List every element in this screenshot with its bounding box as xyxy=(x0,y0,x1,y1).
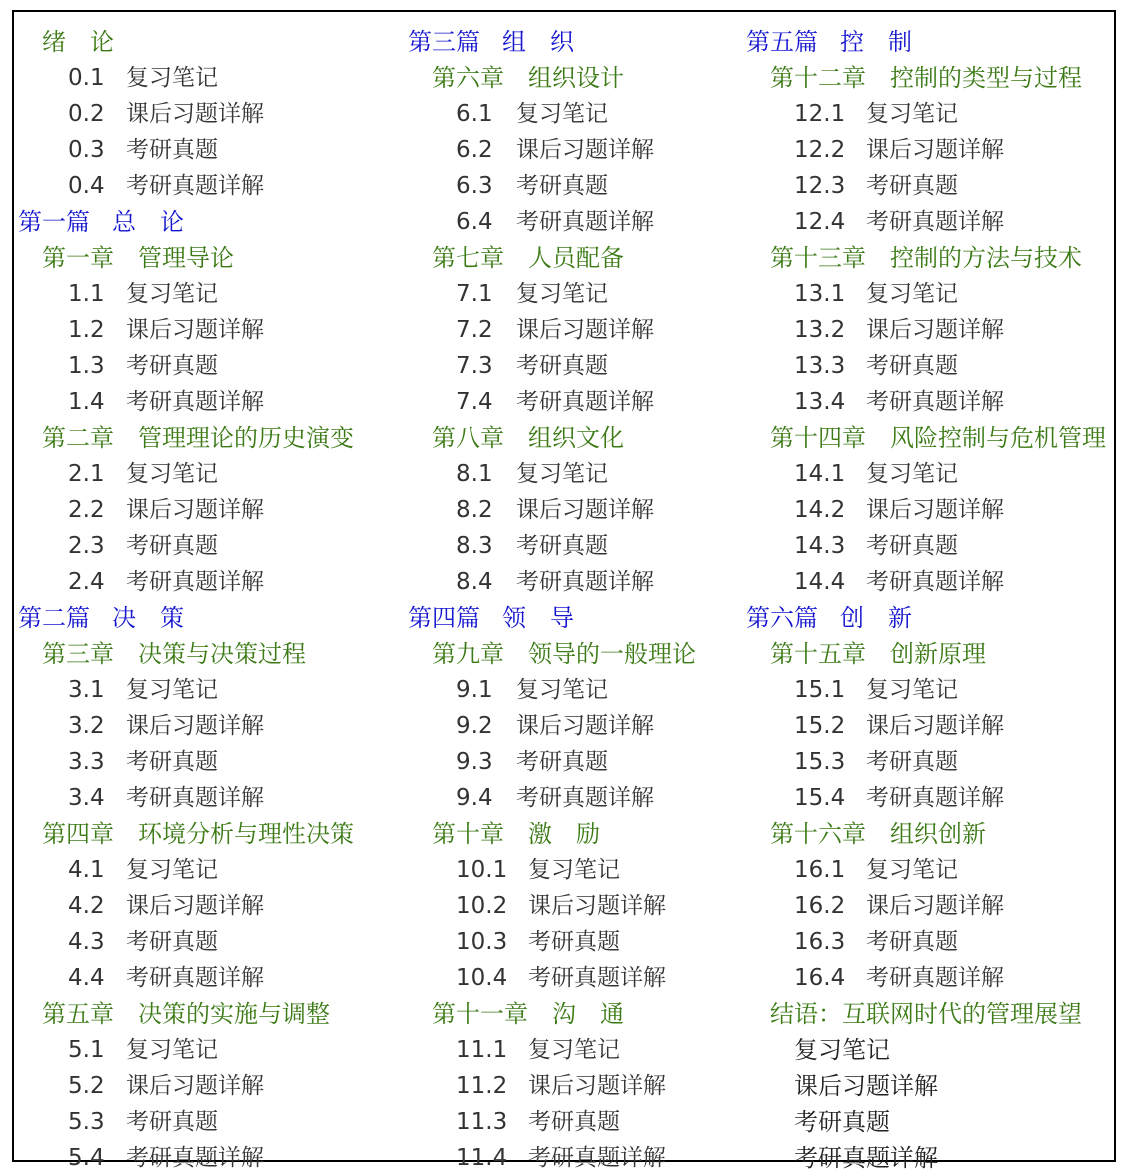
section-link[interactable] xyxy=(794,1140,938,1176)
section-link[interactable] xyxy=(456,1068,666,1104)
part-title-char: 控 xyxy=(840,28,864,56)
section-number: 3.3 xyxy=(68,749,105,775)
part-label: 第六篇 xyxy=(746,604,818,632)
chapter-label: 第七章 xyxy=(432,244,504,272)
section-link[interactable] xyxy=(456,492,654,528)
chapter-label: 第六章 xyxy=(432,64,504,92)
section-link[interactable] xyxy=(794,384,1004,420)
section-link[interactable] xyxy=(794,168,958,204)
section-title: 课后习题详解 xyxy=(126,497,264,523)
part-heading[interactable] xyxy=(18,204,184,240)
section-link[interactable] xyxy=(456,780,654,816)
section-title: 考研真题 xyxy=(866,173,958,199)
section-link[interactable] xyxy=(68,348,218,384)
section-link[interactable] xyxy=(456,96,608,132)
section-number: 10.3 xyxy=(456,929,508,955)
part-heading[interactable] xyxy=(746,600,912,636)
chapter-heading[interactable] xyxy=(432,636,696,672)
section-title: 考研真题详解 xyxy=(516,569,654,595)
part-title-char: 织 xyxy=(550,28,574,56)
part-label: 第四篇 xyxy=(408,604,480,632)
chapter-title: 领导的一般理论 xyxy=(528,640,696,668)
section-link[interactable] xyxy=(68,384,264,420)
section-title: 课后习题详解 xyxy=(866,713,1004,739)
chapter-title-char: 激 xyxy=(528,820,552,848)
section-title: 复习笔记 xyxy=(528,1037,620,1063)
section-link[interactable] xyxy=(68,564,264,600)
section-number: 0.1 xyxy=(68,65,105,91)
section-title: 考研真题 xyxy=(866,749,958,775)
section-link[interactable] xyxy=(456,528,608,564)
chapter-label: 第十一章 xyxy=(432,1000,528,1028)
section-title: 考研真题 xyxy=(866,533,958,559)
section-link[interactable] xyxy=(794,276,958,312)
chapter-heading[interactable] xyxy=(42,240,234,276)
intro-title-char: 论 xyxy=(90,28,114,56)
section-title: 考研真题 xyxy=(126,353,218,379)
section-title: 课后习题详解 xyxy=(126,893,264,919)
section-title: 考研真题详解 xyxy=(866,965,1004,991)
section-number: 14.3 xyxy=(794,533,846,559)
section-link[interactable] xyxy=(794,780,1004,816)
chapter-heading[interactable] xyxy=(42,420,354,456)
chapter-title: 创新原理 xyxy=(890,640,986,668)
section-number: 11.2 xyxy=(456,1073,508,1099)
section-number: 1.1 xyxy=(68,281,105,307)
section-number: 12.1 xyxy=(794,101,846,127)
section-number: 12.3 xyxy=(794,173,846,199)
section-title: 考研真题详解 xyxy=(866,785,1004,811)
section-number: 3.4 xyxy=(68,785,105,811)
section-link[interactable] xyxy=(68,96,264,132)
section-number: 12.2 xyxy=(794,137,846,163)
section-number: 2.4 xyxy=(68,569,105,595)
section-link[interactable] xyxy=(456,348,608,384)
section-link[interactable] xyxy=(794,528,958,564)
section-number: 6.3 xyxy=(456,173,493,199)
section-title: 课后习题详解 xyxy=(126,317,264,343)
section-title: 考研真题 xyxy=(516,353,608,379)
chapter-heading[interactable] xyxy=(432,816,600,852)
section-number: 0.2 xyxy=(68,101,105,127)
section-title: 考研真题 xyxy=(516,173,608,199)
section-title: 复习笔记 xyxy=(516,281,608,307)
part-title-char: 创 xyxy=(840,604,864,632)
section-number: 7.2 xyxy=(456,317,493,343)
section-number: 5.4 xyxy=(68,1145,105,1171)
section-number: 7.1 xyxy=(456,281,493,307)
section-link[interactable] xyxy=(456,456,608,492)
section-link[interactable] xyxy=(68,492,264,528)
section-link[interactable] xyxy=(794,1068,938,1104)
section-link[interactable] xyxy=(68,744,218,780)
section-number: 16.1 xyxy=(794,857,846,883)
section-link[interactable] xyxy=(456,672,608,708)
section-title: 考研真题详解 xyxy=(516,389,654,415)
section-title: 课后习题详解 xyxy=(866,137,1004,163)
section-number: 0.4 xyxy=(68,173,105,199)
section-title: 复习笔记 xyxy=(516,677,608,703)
section-link[interactable] xyxy=(456,1104,620,1140)
section-link[interactable] xyxy=(794,1032,890,1068)
section-link[interactable] xyxy=(456,276,608,312)
section-number: 14.2 xyxy=(794,497,846,523)
section-title: 考研真题详解 xyxy=(516,785,654,811)
section-number: 7.3 xyxy=(456,353,493,379)
section-link[interactable] xyxy=(68,852,218,888)
chapter-label: 第五章 xyxy=(42,1000,114,1028)
section-title: 课后习题详解 xyxy=(126,713,264,739)
section-link[interactable] xyxy=(68,60,218,96)
chapter-title-char: 通 xyxy=(600,1000,624,1028)
chapter-label: 第四章 xyxy=(42,820,114,848)
chapter-label: 第十二章 xyxy=(770,64,866,92)
section-title: 考研真题 xyxy=(126,137,218,163)
section-number: 1.2 xyxy=(68,317,105,343)
section-title: 复习笔记 xyxy=(866,857,958,883)
section-number: 4.4 xyxy=(68,965,105,991)
chapter-label: 第十五章 xyxy=(770,640,866,668)
chapter-heading[interactable] xyxy=(770,240,1082,276)
chapter-heading[interactable] xyxy=(770,420,1106,456)
section-title: 复习笔记 xyxy=(126,65,218,91)
part-title-char: 导 xyxy=(550,604,574,632)
section-title: 复习笔记 xyxy=(126,857,218,883)
section-link[interactable] xyxy=(794,852,958,888)
section-title: 复习笔记 xyxy=(516,101,608,127)
section-link[interactable] xyxy=(456,564,654,600)
section-number: 10.1 xyxy=(456,857,508,883)
section-number: 9.4 xyxy=(456,785,493,811)
section-title: 课后习题详解 xyxy=(866,497,1004,523)
section-link[interactable] xyxy=(456,168,608,204)
part-title-char: 论 xyxy=(160,208,184,236)
chapter-heading[interactable] xyxy=(770,816,986,852)
chapter-title: 控制的类型与过程 xyxy=(890,64,1082,92)
section-link[interactable] xyxy=(68,960,264,996)
section-title: 考研真题详解 xyxy=(126,1145,264,1171)
section-link[interactable] xyxy=(68,132,218,168)
section-title: 考研真题详解 xyxy=(528,1145,666,1171)
section-link[interactable] xyxy=(794,888,1004,924)
section-title: 考研真题详解 xyxy=(866,569,1004,595)
section-title: 考研真题 xyxy=(516,533,608,559)
section-number: 10.2 xyxy=(456,893,508,919)
chapter-heading[interactable] xyxy=(770,60,1082,96)
section-title: 复习笔记 xyxy=(794,1036,890,1064)
section-title: 考研真题 xyxy=(126,929,218,955)
section-number: 3.2 xyxy=(68,713,105,739)
section-number: 13.3 xyxy=(794,353,846,379)
closing-heading[interactable] xyxy=(770,996,1082,1032)
chapter-title: 组织文化 xyxy=(528,424,624,452)
section-title: 考研真题详解 xyxy=(794,1144,938,1172)
section-link[interactable] xyxy=(794,744,958,780)
section-number: 1.3 xyxy=(68,353,105,379)
section-number: 3.1 xyxy=(68,677,105,703)
section-link[interactable] xyxy=(794,132,1004,168)
section-title: 复习笔记 xyxy=(866,101,958,127)
chapter-title: 人员配备 xyxy=(528,244,624,272)
section-title: 考研真题 xyxy=(528,929,620,955)
section-link[interactable] xyxy=(456,312,654,348)
section-number: 16.4 xyxy=(794,965,846,991)
section-title: 考研真题详解 xyxy=(126,389,264,415)
intro-title-char: 绪 xyxy=(42,28,66,56)
section-title: 复习笔记 xyxy=(866,461,958,487)
section-link[interactable] xyxy=(456,744,608,780)
chapter-heading[interactable] xyxy=(42,996,330,1032)
section-link[interactable] xyxy=(456,1140,666,1176)
section-link[interactable] xyxy=(68,1104,218,1140)
part-label: 第三篇 xyxy=(408,28,480,56)
section-title: 考研真题详解 xyxy=(528,965,666,991)
section-title: 考研真题详解 xyxy=(866,389,1004,415)
section-link[interactable] xyxy=(456,384,654,420)
section-title: 考研真题 xyxy=(126,1109,218,1135)
part-heading[interactable] xyxy=(408,600,574,636)
section-title: 考研真题 xyxy=(528,1109,620,1135)
part-title-char: 新 xyxy=(888,604,912,632)
section-title: 考研真题 xyxy=(866,353,958,379)
section-number: 2.2 xyxy=(68,497,105,523)
part-label: 第一篇 xyxy=(18,208,90,236)
section-title: 课后习题详解 xyxy=(516,497,654,523)
section-number: 5.2 xyxy=(68,1073,105,1099)
section-title: 考研真题详解 xyxy=(126,173,264,199)
section-number: 11.3 xyxy=(456,1109,508,1135)
section-number: 5.3 xyxy=(68,1109,105,1135)
part-title-char: 领 xyxy=(502,604,526,632)
section-number: 1.4 xyxy=(68,389,105,415)
chapter-title: 管理导论 xyxy=(138,244,234,272)
section-link[interactable] xyxy=(68,312,264,348)
section-title: 课后习题详解 xyxy=(794,1072,938,1100)
chapter-label: 第九章 xyxy=(432,640,504,668)
section-number: 4.3 xyxy=(68,929,105,955)
section-number: 13.2 xyxy=(794,317,846,343)
section-title: 复习笔记 xyxy=(528,857,620,883)
part-heading[interactable] xyxy=(18,600,184,636)
section-number: 6.1 xyxy=(456,101,493,127)
section-link[interactable] xyxy=(794,708,1004,744)
section-title: 课后习题详解 xyxy=(528,1073,666,1099)
part-title-char: 总 xyxy=(112,208,136,236)
section-link[interactable] xyxy=(794,564,1004,600)
section-number: 8.3 xyxy=(456,533,493,559)
section-link[interactable] xyxy=(794,96,958,132)
section-title: 考研真题详解 xyxy=(126,569,264,595)
section-link[interactable] xyxy=(456,924,620,960)
section-link[interactable] xyxy=(68,528,218,564)
section-title: 复习笔记 xyxy=(866,281,958,307)
section-title: 考研真题 xyxy=(516,749,608,775)
chapter-label: 第十六章 xyxy=(770,820,866,848)
section-link[interactable] xyxy=(794,204,1004,240)
part-title-char: 组 xyxy=(502,28,526,56)
section-number: 4.2 xyxy=(68,893,105,919)
chapter-title: 管理理论的历史演变 xyxy=(138,424,354,452)
chapter-title: 组织创新 xyxy=(890,820,986,848)
section-title: 课后习题详解 xyxy=(126,1073,264,1099)
section-number: 5.1 xyxy=(68,1037,105,1063)
section-number: 15.3 xyxy=(794,749,846,775)
chapter-title: 组织设计 xyxy=(528,64,624,92)
section-title: 课后习题详解 xyxy=(126,101,264,127)
chapter-heading[interactable] xyxy=(42,636,306,672)
chapter-title: 决策与决策过程 xyxy=(138,640,306,668)
part-title-char: 制 xyxy=(888,28,912,56)
section-number: 9.3 xyxy=(456,749,493,775)
section-link[interactable] xyxy=(456,204,654,240)
section-link[interactable] xyxy=(456,132,654,168)
section-number: 2.1 xyxy=(68,461,105,487)
section-link[interactable] xyxy=(68,888,264,924)
section-title: 复习笔记 xyxy=(126,1037,218,1063)
intro-heading[interactable] xyxy=(42,24,114,60)
section-link[interactable] xyxy=(68,276,218,312)
section-number: 13.1 xyxy=(794,281,846,307)
section-link[interactable] xyxy=(456,852,620,888)
section-number: 9.1 xyxy=(456,677,493,703)
chapter-label: 第十三章 xyxy=(770,244,866,272)
section-link[interactable] xyxy=(456,888,666,924)
chapter-title: 决策的实施与调整 xyxy=(138,1000,330,1028)
section-link[interactable] xyxy=(794,960,1004,996)
section-number: 8.1 xyxy=(456,461,493,487)
section-title: 考研真题 xyxy=(126,749,218,775)
section-number: 2.3 xyxy=(68,533,105,559)
chapter-label: 第一章 xyxy=(42,244,114,272)
section-link[interactable] xyxy=(68,1068,264,1104)
section-number: 10.4 xyxy=(456,965,508,991)
closing-title: 结语：互联网时代的管理展望 xyxy=(770,1000,1082,1028)
section-link[interactable] xyxy=(456,960,666,996)
section-link[interactable] xyxy=(794,924,958,960)
section-number: 6.2 xyxy=(456,137,493,163)
chapter-label: 第二章 xyxy=(42,424,114,452)
section-number: 14.4 xyxy=(794,569,846,595)
section-link[interactable] xyxy=(68,168,264,204)
section-link[interactable] xyxy=(68,456,218,492)
chapter-label: 第八章 xyxy=(432,424,504,452)
section-title: 课后习题详解 xyxy=(528,893,666,919)
section-title: 课后习题详解 xyxy=(866,317,1004,343)
chapter-title: 风险控制与危机管理 xyxy=(890,424,1106,452)
section-number: 8.2 xyxy=(456,497,493,523)
section-number: 16.3 xyxy=(794,929,846,955)
section-link[interactable] xyxy=(68,1140,264,1176)
section-title: 复习笔记 xyxy=(866,677,958,703)
section-link[interactable] xyxy=(794,348,958,384)
section-number: 12.4 xyxy=(794,209,846,235)
chapter-heading[interactable] xyxy=(432,996,624,1032)
chapter-title: 环境分析与理性决策 xyxy=(138,820,354,848)
section-title: 考研真题详解 xyxy=(866,209,1004,235)
chapter-label: 第三章 xyxy=(42,640,114,668)
section-number: 8.4 xyxy=(456,569,493,595)
toc-frame xyxy=(12,10,1116,1172)
section-link[interactable] xyxy=(456,708,654,744)
part-heading[interactable] xyxy=(408,24,574,60)
section-title: 课后习题详解 xyxy=(516,713,654,739)
section-link[interactable] xyxy=(794,1104,890,1140)
chapter-heading[interactable] xyxy=(432,60,624,96)
section-link[interactable] xyxy=(68,1032,218,1068)
part-heading[interactable] xyxy=(746,24,912,60)
section-link[interactable] xyxy=(794,672,958,708)
chapter-title: 控制的方法与技术 xyxy=(890,244,1082,272)
part-title-char: 策 xyxy=(160,604,184,632)
section-title: 复习笔记 xyxy=(516,461,608,487)
section-number: 7.4 xyxy=(456,389,493,415)
chapter-heading[interactable] xyxy=(432,420,624,456)
chapter-heading[interactable] xyxy=(42,816,354,852)
section-link[interactable] xyxy=(794,312,1004,348)
section-title: 考研真题详解 xyxy=(516,209,654,235)
section-number: 6.4 xyxy=(456,209,493,235)
section-number: 13.4 xyxy=(794,389,846,415)
section-number: 11.1 xyxy=(456,1037,508,1063)
section-title: 课后习题详解 xyxy=(516,137,654,163)
section-link[interactable] xyxy=(68,672,218,708)
section-title: 考研真题 xyxy=(126,533,218,559)
section-title: 考研真题详解 xyxy=(126,965,264,991)
chapter-heading[interactable] xyxy=(432,240,624,276)
section-number: 9.2 xyxy=(456,713,493,739)
section-number: 4.1 xyxy=(68,857,105,883)
section-link[interactable] xyxy=(794,492,1004,528)
chapter-label: 第十章 xyxy=(432,820,504,848)
section-title: 课后习题详解 xyxy=(866,893,1004,919)
chapter-title-char: 沟 xyxy=(552,1000,576,1028)
part-label: 第五篇 xyxy=(746,28,818,56)
section-number: 0.3 xyxy=(68,137,105,163)
section-title: 考研真题详解 xyxy=(126,785,264,811)
chapter-title-char: 励 xyxy=(576,820,600,848)
section-title: 复习笔记 xyxy=(126,281,218,307)
section-link[interactable] xyxy=(456,1032,620,1068)
part-title-char: 决 xyxy=(112,604,136,632)
section-number: 15.2 xyxy=(794,713,846,739)
section-title: 考研真题 xyxy=(794,1108,890,1136)
section-number: 14.1 xyxy=(794,461,846,487)
section-title: 复习笔记 xyxy=(126,461,218,487)
section-number: 11.4 xyxy=(456,1145,508,1171)
section-link[interactable] xyxy=(68,780,264,816)
chapter-heading[interactable] xyxy=(770,636,986,672)
section-link[interactable] xyxy=(68,924,218,960)
section-number: 15.4 xyxy=(794,785,846,811)
section-title: 考研真题 xyxy=(866,929,958,955)
section-title: 复习笔记 xyxy=(126,677,218,703)
section-link[interactable] xyxy=(68,708,264,744)
section-number: 15.1 xyxy=(794,677,846,703)
chapter-label: 第十四章 xyxy=(770,424,866,452)
section-link[interactable] xyxy=(794,456,958,492)
part-label: 第二篇 xyxy=(18,604,90,632)
section-title: 课后习题详解 xyxy=(516,317,654,343)
section-number: 16.2 xyxy=(794,893,846,919)
